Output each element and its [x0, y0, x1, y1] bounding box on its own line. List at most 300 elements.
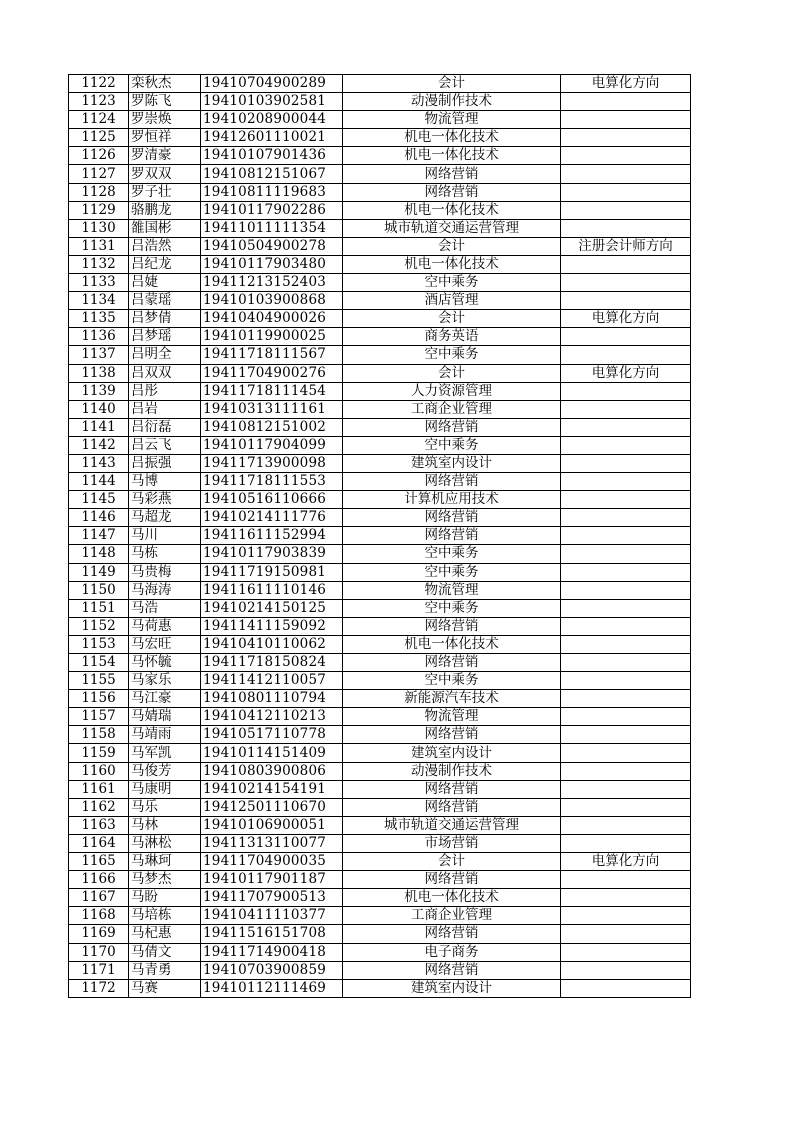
student-name-cell: 马浩 [129, 599, 201, 617]
major-cell: 机电一体化技术 [343, 147, 561, 165]
row-number-cell: 1160 [69, 762, 129, 780]
row-number-cell: 1157 [69, 708, 129, 726]
student-name-cell: 马海涛 [129, 581, 201, 599]
direction-cell [561, 798, 691, 816]
student-name-cell: 马琳珂 [129, 853, 201, 871]
row-number-cell: 1125 [69, 129, 129, 147]
major-cell: 空中乘务 [343, 274, 561, 292]
major-cell: 动漫制作技术 [343, 762, 561, 780]
student-name-cell: 马荷惠 [129, 617, 201, 635]
table-row [69, 545, 691, 563]
table-row [69, 75, 691, 93]
row-number-cell: 1148 [69, 545, 129, 563]
student-name-cell: 马宏旺 [129, 635, 201, 653]
student-id-cell: 19412501110670 [201, 798, 343, 816]
student-name-cell: 马俊芳 [129, 762, 201, 780]
major-cell: 人力资源管理 [343, 382, 561, 400]
major-cell: 空中乘务 [343, 545, 561, 563]
student-name-cell: 雒国彬 [129, 219, 201, 237]
student-name-cell: 吕蒙瑶 [129, 292, 201, 310]
row-number-cell: 1162 [69, 798, 129, 816]
student-id-cell: 19411411159092 [201, 617, 343, 635]
major-cell: 会计 [343, 310, 561, 328]
major-cell: 物流管理 [343, 111, 561, 129]
major-cell: 空中乘务 [343, 672, 561, 690]
major-cell: 建筑室内设计 [343, 454, 561, 472]
row-number-cell: 1161 [69, 780, 129, 798]
major-cell: 城市轨道交通运营管理 [343, 219, 561, 237]
student-id-cell: 19410517110778 [201, 726, 343, 744]
row-number-cell: 1139 [69, 382, 129, 400]
direction-cell [561, 708, 691, 726]
student-name-cell: 马林 [129, 816, 201, 834]
student-name-cell: 吕明全 [129, 346, 201, 364]
student-name-cell: 栾秋杰 [129, 75, 201, 93]
major-cell: 网络营销 [343, 961, 561, 979]
major-cell: 机电一体化技术 [343, 129, 561, 147]
student-id-cell: 19410313111161 [201, 400, 343, 418]
student-id-cell: 19411011111354 [201, 219, 343, 237]
student-name-cell: 吕梦瑶 [129, 328, 201, 346]
direction-cell [561, 943, 691, 961]
table-row [69, 436, 691, 454]
direction-cell [561, 400, 691, 418]
student-id-cell: 19411412110057 [201, 672, 343, 690]
direction-cell [561, 617, 691, 635]
direction-cell [561, 563, 691, 581]
table-row [69, 201, 691, 219]
student-id-cell: 19410704900289 [201, 75, 343, 93]
row-number-cell: 1126 [69, 147, 129, 165]
student-id-cell: 19411718111553 [201, 473, 343, 491]
student-name-cell: 吕婕 [129, 274, 201, 292]
direction-cell [561, 545, 691, 563]
major-cell: 商务英语 [343, 328, 561, 346]
table-row [69, 237, 691, 255]
table-row [69, 93, 691, 111]
student-name-cell: 罗子壮 [129, 183, 201, 201]
table-row [69, 346, 691, 364]
row-number-cell: 1168 [69, 907, 129, 925]
student-id-cell: 19410214111776 [201, 509, 343, 527]
table-row [69, 780, 691, 798]
student-id-cell: 19411611152994 [201, 527, 343, 545]
student-table-body [69, 75, 691, 998]
table-row [69, 635, 691, 653]
row-number-cell: 1132 [69, 255, 129, 273]
major-cell: 网络营销 [343, 527, 561, 545]
direction-cell [561, 328, 691, 346]
student-name-cell: 马超龙 [129, 509, 201, 527]
row-number-cell: 1166 [69, 871, 129, 889]
table-row [69, 871, 691, 889]
major-cell: 网络营销 [343, 418, 561, 436]
direction-cell [561, 762, 691, 780]
student-name-cell: 骆鹏龙 [129, 201, 201, 219]
student-name-cell: 吕彤 [129, 382, 201, 400]
table-row [69, 726, 691, 744]
student-name-cell: 吕梦倩 [129, 310, 201, 328]
major-cell: 网络营销 [343, 165, 561, 183]
student-id-cell: 19410119900025 [201, 328, 343, 346]
row-number-cell: 1152 [69, 617, 129, 635]
direction-cell [561, 382, 691, 400]
major-cell: 空中乘务 [343, 599, 561, 617]
direction-cell [561, 635, 691, 653]
row-number-cell: 1156 [69, 690, 129, 708]
table-row [69, 943, 691, 961]
row-number-cell: 1142 [69, 436, 129, 454]
student-name-cell: 吕岩 [129, 400, 201, 418]
major-cell: 会计 [343, 237, 561, 255]
student-name-cell: 马江豪 [129, 690, 201, 708]
table-row [69, 129, 691, 147]
student-id-cell: 19410504900278 [201, 237, 343, 255]
row-number-cell: 1165 [69, 853, 129, 871]
row-number-cell: 1171 [69, 961, 129, 979]
row-number-cell: 1141 [69, 418, 129, 436]
major-cell: 网络营销 [343, 925, 561, 943]
student-name-cell: 吕云飞 [129, 436, 201, 454]
major-cell: 工商企业管理 [343, 907, 561, 925]
direction-cell [561, 889, 691, 907]
student-id-cell: 19411713900098 [201, 454, 343, 472]
direction-cell: 电算化方向 [561, 853, 691, 871]
table-row [69, 328, 691, 346]
direction-cell [561, 129, 691, 147]
direction-cell [561, 418, 691, 436]
direction-cell [561, 834, 691, 852]
student-id-cell: 19410107901436 [201, 147, 343, 165]
row-number-cell: 1134 [69, 292, 129, 310]
table-row [69, 255, 691, 273]
direction-cell [561, 292, 691, 310]
major-cell: 电子商务 [343, 943, 561, 961]
table-row [69, 617, 691, 635]
student-name-cell: 马盼 [129, 889, 201, 907]
student-name-cell: 马靖雨 [129, 726, 201, 744]
major-cell: 网络营销 [343, 473, 561, 491]
student-id-cell: 19410410110062 [201, 635, 343, 653]
student-id-cell: 19410114151409 [201, 744, 343, 762]
student-id-cell: 19410117904099 [201, 436, 343, 454]
major-cell: 会计 [343, 853, 561, 871]
student-name-cell: 马倩文 [129, 943, 201, 961]
table-row [69, 925, 691, 943]
row-number-cell: 1145 [69, 491, 129, 509]
direction-cell [561, 816, 691, 834]
student-name-cell: 马怀毓 [129, 654, 201, 672]
direction-cell [561, 183, 691, 201]
direction-cell [561, 581, 691, 599]
student-name-cell: 马博 [129, 473, 201, 491]
student-name-cell: 吕浩然 [129, 237, 201, 255]
table-row [69, 509, 691, 527]
direction-cell [561, 961, 691, 979]
direction-cell [561, 672, 691, 690]
student-id-cell: 19410812151067 [201, 165, 343, 183]
student-name-cell: 吕双双 [129, 364, 201, 382]
major-cell: 建筑室内设计 [343, 744, 561, 762]
row-number-cell: 1155 [69, 672, 129, 690]
major-cell: 机电一体化技术 [343, 201, 561, 219]
row-number-cell: 1149 [69, 563, 129, 581]
direction-cell [561, 255, 691, 273]
student-name-cell: 马梦杰 [129, 871, 201, 889]
student-id-cell: 19411718150824 [201, 654, 343, 672]
major-cell: 机电一体化技术 [343, 635, 561, 653]
student-id-cell: 19410208900044 [201, 111, 343, 129]
major-cell: 机电一体化技术 [343, 889, 561, 907]
student-name-cell: 马军凯 [129, 744, 201, 762]
direction-cell [561, 436, 691, 454]
student-id-cell: 19410703900859 [201, 961, 343, 979]
direction-cell [561, 925, 691, 943]
row-number-cell: 1172 [69, 979, 129, 997]
table-row [69, 491, 691, 509]
major-cell: 网络营销 [343, 509, 561, 527]
major-cell: 网络营销 [343, 617, 561, 635]
table-row [69, 292, 691, 310]
row-number-cell: 1133 [69, 274, 129, 292]
major-cell: 网络营销 [343, 183, 561, 201]
row-number-cell: 1135 [69, 310, 129, 328]
table-row [69, 762, 691, 780]
row-number-cell: 1170 [69, 943, 129, 961]
row-number-cell: 1159 [69, 744, 129, 762]
table-row [69, 111, 691, 129]
direction-cell [561, 527, 691, 545]
student-name-cell: 马家乐 [129, 672, 201, 690]
table-row [69, 961, 691, 979]
table-row [69, 563, 691, 581]
table-row [69, 400, 691, 418]
major-cell: 新能源汽车技术 [343, 690, 561, 708]
student-list-sheet [68, 74, 691, 998]
direction-cell [561, 491, 691, 509]
major-cell: 动漫制作技术 [343, 93, 561, 111]
student-id-cell: 19411704900035 [201, 853, 343, 871]
student-id-cell: 19410117901187 [201, 871, 343, 889]
row-number-cell: 1150 [69, 581, 129, 599]
direction-cell: 电算化方向 [561, 364, 691, 382]
row-number-cell: 1169 [69, 925, 129, 943]
table-row [69, 581, 691, 599]
direction-cell [561, 599, 691, 617]
table-row [69, 274, 691, 292]
major-cell: 城市轨道交通运营管理 [343, 816, 561, 834]
row-number-cell: 1167 [69, 889, 129, 907]
student-id-cell: 19411313110077 [201, 834, 343, 852]
table-row [69, 834, 691, 852]
row-number-cell: 1124 [69, 111, 129, 129]
major-cell: 机电一体化技术 [343, 255, 561, 273]
direction-cell [561, 871, 691, 889]
student-id-cell: 19410811119683 [201, 183, 343, 201]
table-row [69, 654, 691, 672]
table-row [69, 708, 691, 726]
row-number-cell: 1158 [69, 726, 129, 744]
major-cell: 酒店管理 [343, 292, 561, 310]
direction-cell [561, 780, 691, 798]
table-row [69, 889, 691, 907]
student-id-cell: 19412601110021 [201, 129, 343, 147]
table-row [69, 418, 691, 436]
direction-cell [561, 201, 691, 219]
row-number-cell: 1123 [69, 93, 129, 111]
student-name-cell: 马乐 [129, 798, 201, 816]
row-number-cell: 1140 [69, 400, 129, 418]
direction-cell [561, 690, 691, 708]
major-cell: 网络营销 [343, 654, 561, 672]
major-cell: 网络营销 [343, 726, 561, 744]
direction-cell [561, 979, 691, 997]
table-row [69, 364, 691, 382]
major-cell: 计算机应用技术 [343, 491, 561, 509]
direction-cell [561, 454, 691, 472]
student-id-cell: 19410106900051 [201, 816, 343, 834]
student-id-cell: 19410516110666 [201, 491, 343, 509]
table-row [69, 599, 691, 617]
major-cell: 工商企业管理 [343, 400, 561, 418]
table-row [69, 183, 691, 201]
table-row [69, 853, 691, 871]
table-row [69, 672, 691, 690]
row-number-cell: 1127 [69, 165, 129, 183]
student-id-cell: 19411719150981 [201, 563, 343, 581]
direction-cell [561, 165, 691, 183]
table-row [69, 907, 691, 925]
direction-cell: 电算化方向 [561, 310, 691, 328]
table-row [69, 454, 691, 472]
student-id-cell: 19411704900276 [201, 364, 343, 382]
student-id-cell: 19410112111469 [201, 979, 343, 997]
student-name-cell: 马康明 [129, 780, 201, 798]
table-row [69, 165, 691, 183]
student-id-cell: 19410117902286 [201, 201, 343, 219]
student-name-cell: 马彩燕 [129, 491, 201, 509]
student-table [68, 74, 691, 998]
direction-cell [561, 473, 691, 491]
row-number-cell: 1129 [69, 201, 129, 219]
major-cell: 市场营销 [343, 834, 561, 852]
student-name-cell: 罗双双 [129, 165, 201, 183]
student-name-cell: 马贵梅 [129, 563, 201, 581]
student-id-cell: 19410103902581 [201, 93, 343, 111]
row-number-cell: 1163 [69, 816, 129, 834]
table-row [69, 310, 691, 328]
table-row [69, 473, 691, 491]
direction-cell [561, 346, 691, 364]
table-row [69, 979, 691, 997]
row-number-cell: 1130 [69, 219, 129, 237]
table-row [69, 382, 691, 400]
direction-cell [561, 111, 691, 129]
student-id-cell: 19411611110146 [201, 581, 343, 599]
direction-cell: 电算化方向 [561, 75, 691, 93]
row-number-cell: 1146 [69, 509, 129, 527]
table-row [69, 816, 691, 834]
row-number-cell: 1151 [69, 599, 129, 617]
major-cell: 空中乘务 [343, 436, 561, 454]
row-number-cell: 1128 [69, 183, 129, 201]
student-id-cell: 19411714900418 [201, 943, 343, 961]
student-name-cell: 马青勇 [129, 961, 201, 979]
table-row [69, 147, 691, 165]
table-row [69, 798, 691, 816]
student-id-cell: 19410214150125 [201, 599, 343, 617]
student-id-cell: 19410812151002 [201, 418, 343, 436]
student-id-cell: 19410801110794 [201, 690, 343, 708]
student-id-cell: 19411707900513 [201, 889, 343, 907]
row-number-cell: 1144 [69, 473, 129, 491]
row-number-cell: 1153 [69, 635, 129, 653]
major-cell: 网络营销 [343, 871, 561, 889]
major-cell: 物流管理 [343, 708, 561, 726]
direction-cell [561, 744, 691, 762]
table-row [69, 744, 691, 762]
student-id-cell: 19410103900868 [201, 292, 343, 310]
student-name-cell: 罗清豪 [129, 147, 201, 165]
major-cell: 会计 [343, 364, 561, 382]
student-name-cell: 吕衍磊 [129, 418, 201, 436]
table-row [69, 219, 691, 237]
major-cell: 物流管理 [343, 581, 561, 599]
student-id-cell: 19410117903839 [201, 545, 343, 563]
major-cell: 网络营销 [343, 780, 561, 798]
direction-cell: 注册会计师方向 [561, 237, 691, 255]
row-number-cell: 1164 [69, 834, 129, 852]
student-id-cell: 19411718111567 [201, 346, 343, 364]
student-id-cell: 19411213152403 [201, 274, 343, 292]
student-name-cell: 马培栋 [129, 907, 201, 925]
direction-cell [561, 93, 691, 111]
row-number-cell: 1136 [69, 328, 129, 346]
major-cell: 空中乘务 [343, 563, 561, 581]
major-cell: 空中乘务 [343, 346, 561, 364]
student-id-cell: 19411516151708 [201, 925, 343, 943]
row-number-cell: 1147 [69, 527, 129, 545]
student-id-cell: 19410803900806 [201, 762, 343, 780]
student-name-cell: 吕纪龙 [129, 255, 201, 273]
table-row [69, 690, 691, 708]
student-id-cell: 19410117903480 [201, 255, 343, 273]
direction-cell [561, 509, 691, 527]
direction-cell [561, 654, 691, 672]
table-row [69, 527, 691, 545]
student-id-cell: 19410214154191 [201, 780, 343, 798]
student-id-cell: 19411718111454 [201, 382, 343, 400]
student-name-cell: 罗恒祥 [129, 129, 201, 147]
student-name-cell: 吕振强 [129, 454, 201, 472]
row-number-cell: 1143 [69, 454, 129, 472]
row-number-cell: 1131 [69, 237, 129, 255]
student-id-cell: 19410412110213 [201, 708, 343, 726]
direction-cell [561, 274, 691, 292]
row-number-cell: 1122 [69, 75, 129, 93]
direction-cell [561, 219, 691, 237]
direction-cell [561, 147, 691, 165]
student-id-cell: 19410404900026 [201, 310, 343, 328]
direction-cell [561, 907, 691, 925]
student-name-cell: 马淋松 [129, 834, 201, 852]
student-name-cell: 马婧瑞 [129, 708, 201, 726]
student-name-cell: 罗陈飞 [129, 93, 201, 111]
row-number-cell: 1137 [69, 346, 129, 364]
row-number-cell: 1154 [69, 654, 129, 672]
student-name-cell: 马栋 [129, 545, 201, 563]
student-name-cell: 马川 [129, 527, 201, 545]
